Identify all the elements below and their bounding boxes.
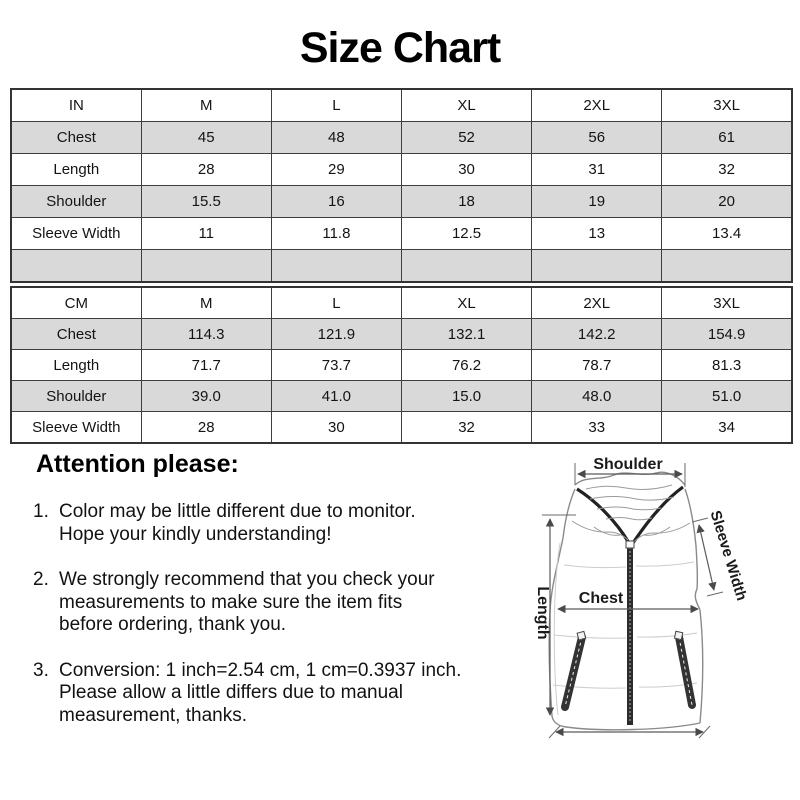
table-row [11, 350, 792, 381]
spacer-cell [271, 250, 401, 283]
item-line: Hope your kindly understanding! [59, 523, 332, 545]
value-cell: 45 [141, 122, 271, 154]
value-cell: 32 [401, 412, 531, 444]
spacer-cell [532, 250, 662, 283]
table-row [11, 381, 792, 412]
vest-pocket-right [674, 631, 692, 705]
value-cell: 15.5 [141, 186, 271, 218]
row-label-cell: Chest [11, 319, 141, 350]
item-number: 2. [33, 569, 49, 590]
value-cell: 114.3 [141, 319, 271, 350]
value-cell: 18 [401, 186, 531, 218]
item-line: before ordering, thank you. [59, 614, 287, 635]
value-cell: 32 [662, 154, 792, 186]
table-row [11, 186, 792, 218]
vest-hood [572, 472, 690, 543]
table-row [11, 218, 792, 250]
value-cell: 39.0 [141, 381, 271, 412]
value-cell: 31 [532, 154, 662, 186]
size-table-inches [10, 88, 793, 283]
value-cell: 30 [271, 412, 401, 444]
col-header-cell: XL [401, 287, 531, 319]
value-cell: 78.7 [532, 350, 662, 381]
col-header-cell: 3XL [662, 287, 792, 319]
vest-zipper [626, 541, 634, 725]
value-cell: 13.4 [662, 218, 792, 250]
chest-label: Chest [578, 590, 624, 607]
col-header-cell: M [141, 89, 271, 122]
col-header-cell: XL [401, 89, 531, 122]
value-cell: 16 [271, 186, 401, 218]
item-line: measurements to make sure the item fits [59, 591, 403, 613]
value-cell: 71.7 [141, 350, 271, 381]
item-line: Please allow a little differs due to manual [59, 682, 403, 703]
value-cell: 48 [271, 122, 401, 154]
vest-pocket-left [565, 631, 586, 707]
value-cell: 51.0 [662, 381, 792, 412]
page-title: Size Chart [299, 24, 501, 72]
unit-header-cell: CM [11, 287, 141, 319]
value-cell: 61 [662, 122, 792, 154]
value-cell: 52 [401, 122, 531, 154]
table-row [11, 89, 792, 122]
item-text [59, 660, 463, 728]
attention-item [33, 501, 463, 546]
table-row [11, 154, 792, 186]
length-label: Length [534, 586, 551, 640]
value-cell: 11 [141, 218, 271, 250]
row-label-cell: Sleeve Width [11, 412, 141, 444]
value-cell: 33 [532, 412, 662, 444]
value-cell: 15.0 [401, 381, 531, 412]
row-label-cell: Sleeve Width [11, 218, 141, 250]
value-cell: 20 [662, 186, 792, 218]
item-line: Color may be little different due to monitor. [59, 501, 416, 522]
vest-diagram [498, 443, 800, 798]
item-number: 1. [33, 501, 49, 522]
shoulder-dimension-arrow [575, 456, 685, 487]
row-label-cell: Shoulder [11, 381, 141, 412]
sleeve-width-label: Sleeve Width [706, 508, 751, 603]
row-label-cell: Length [11, 350, 141, 381]
spacer-cell [141, 250, 271, 283]
table-row [11, 319, 792, 350]
spacer-row [11, 250, 792, 283]
item-number: 3. [33, 659, 49, 681]
row-label-cell: Chest [11, 122, 141, 154]
value-cell: 73.7 [271, 350, 401, 381]
value-cell: 30 [401, 154, 531, 186]
table-row [11, 412, 792, 444]
col-header-cell: 2XL [532, 287, 662, 319]
value-cell: 76.2 [401, 350, 531, 381]
value-cell: 48.0 [532, 381, 662, 412]
table-row [11, 287, 792, 319]
col-header-cell: 3XL [662, 89, 792, 122]
col-header-cell: 2XL [532, 89, 662, 122]
spacer-cell [401, 250, 531, 283]
value-cell: 81.3 [662, 350, 792, 381]
spacer-cell [11, 250, 141, 283]
value-cell: 28 [141, 154, 271, 186]
value-cell: 34 [662, 412, 792, 444]
value-cell: 19 [532, 186, 662, 218]
item-text [59, 501, 463, 546]
value-cell: 142.2 [532, 319, 662, 350]
attention-item [33, 569, 463, 637]
row-label-cell: Length [11, 154, 141, 186]
value-cell: 28 [141, 412, 271, 444]
value-cell: 56 [532, 122, 662, 154]
attention-list [33, 501, 463, 750]
value-cell: 13 [532, 218, 662, 250]
col-header-cell: M [141, 287, 271, 319]
row-label-cell: Shoulder [11, 186, 141, 218]
unit-header-cell: IN [11, 89, 141, 122]
value-cell: 154.9 [662, 319, 792, 350]
col-header-cell: L [271, 89, 401, 122]
value-cell: 11.8 [271, 218, 401, 250]
item-line: measurement, thanks. [59, 704, 247, 726]
value-cell: 41.0 [271, 381, 401, 412]
value-cell: 29 [271, 154, 401, 186]
item-text [59, 569, 463, 637]
size-table-cm [10, 286, 793, 444]
item-line: We strongly recommend that you check your [59, 569, 435, 590]
value-cell: 121.9 [271, 319, 401, 350]
attention-heading: Attention please: [36, 450, 239, 478]
shoulder-label: Shoulder [593, 456, 663, 473]
value-cell: 12.5 [401, 218, 531, 250]
col-header-cell: L [271, 287, 401, 319]
sleeve-width-dimension-arrow [692, 509, 750, 603]
table-row [11, 122, 792, 154]
attention-item [33, 660, 463, 728]
value-cell: 132.1 [401, 319, 531, 350]
spacer-cell [662, 250, 792, 283]
item-line: Conversion: 1 inch=2.54 cm, 1 cm=0.3937 inch. [59, 659, 462, 681]
